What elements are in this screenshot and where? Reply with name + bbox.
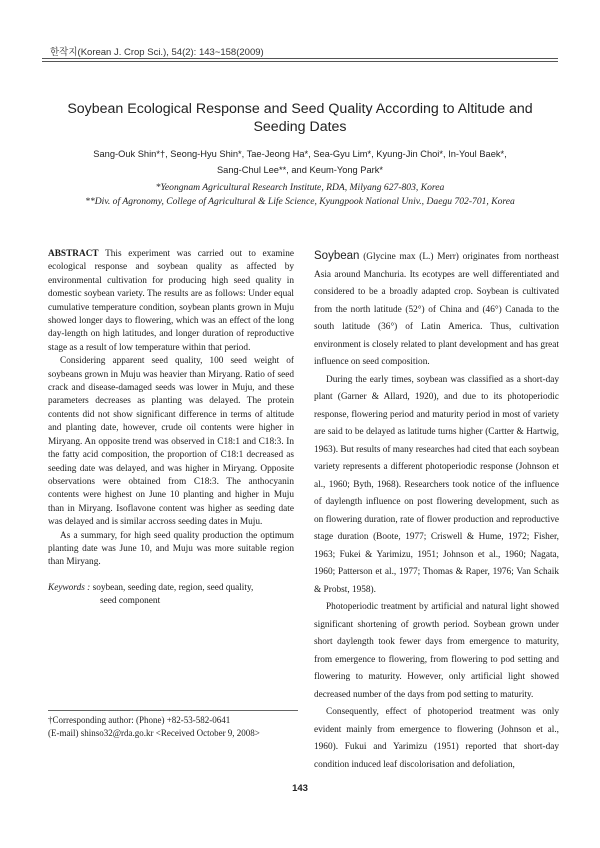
- page-number: 143: [292, 783, 308, 794]
- title-line-1: Soybean Ecological Response and Seed Quality According to Altitude and: [67, 101, 533, 117]
- affiliations: [40, 181, 560, 209]
- header-rule-bottom: [42, 61, 558, 62]
- intro-lead-word: Soybean: [314, 250, 360, 262]
- abstract-paragraph-2: Considering apparent seed quality, 100 seed weight of soybeans grown in Muju was heavier than Miryang. Ratio of seed crack and disease-damaged seeds was lower in Muju, and these parameters decreases as planting was delayed. The protein contents did not show significant difference in terms of altitude and planting date, however, crude oil contents were higher in Miryang. An opposite trend was observed in C18:1 and C18:3. In the fatty acid composition, the proportion of C18:1 decreased as seeding date was delayed, and was higher in Miryang. Opposite observations were obtained from C18:3. The anthocyanin contents were highest on June 10 planting and higher in Muju than in Miryang. Isoflavone content was higher as seeding date was delayed and is similar accross seeding dates in Muju.: [48, 356, 294, 528]
- keywords-label: Keywords :: [48, 582, 91, 593]
- footnote-line-2: (E-mail) shinso32@rda.go.kr <Received October 9, 2008>: [48, 728, 260, 738]
- abstract-text-1: This experiment was carried out to examine ecological response and soybean quality as affected by environmental cultivation for producing high seed quality in domestic soybean variety. The results are as follows: Under equal cumulative temperature condition, soybean plants grown in Muju showed longer days to flowering, which was an effect of the long day-length on high latitudes, and longer duration of reproductive stage as a result of low temperature within that period.: [48, 249, 295, 353]
- intro-paragraph-4: Consequently, effect of photoperiod treatment was only evident mainly from emergence to flowering (Johnson et al., 1960). Fukui and Yarimizu (1951) reported that short-day condition induced leaf discolorisation and defoliation,: [314, 707, 559, 770]
- authors-line-1: Sang-Ouk Shin*†, Seong-Hyu Shin*, Tae-Jeong Ha*, Sea-Gyu Lim*, Kyung-Jin Choi*, In-Youl Baek*,: [93, 149, 507, 159]
- affiliation-2: **Div. of Agronomy, College of Agricultural & Life Science, Kyungpook National Univ., Daegu 702-701, Korea: [85, 196, 515, 207]
- intro-paragraph-1: [314, 248, 559, 372]
- footnote-rule: [48, 710, 298, 711]
- keywords-line-2: seed component: [100, 596, 161, 607]
- author-list: [50, 146, 550, 178]
- keywords: [48, 582, 294, 609]
- intro-text-1: (Glycine max (L.) Merr) originates from northeast Asia around Manchuria. Its ecotypes are well differentiated and considered to be a broadly adapted crop. Soybean is cultivated from the north latitude (52°) of China and (46°) Canada to the south latitude (36°) of Latin America. Thus, cultivation environment is closely related to plant development and has great influence on seed composition.: [314, 252, 560, 367]
- intro-paragraph-3: Photoperiodic treatment by artificial and natural light showed significant shortening of growth period. Soybean grown under short daylength took fewer days from emergence to maturity, from emergence to flowering, from flowering to pod setting and flowering to maturity. However, only artificial light showed decreased number of the days from pod setting to maturity.: [314, 602, 559, 700]
- affiliation-1: *Yeongnam Agricultural Research Institute, RDA, Milyang 627-803, Korea: [155, 182, 445, 193]
- authors-line-2: Sang-Chul Lee**, and Keum-Yong Park*: [216, 165, 384, 175]
- abstract-paragraph-1: [48, 248, 294, 355]
- header-rule-top: [42, 58, 558, 59]
- abstract-column: [48, 248, 294, 609]
- introduction-column: [314, 248, 559, 774]
- abstract-paragraph-3: As a summary, for high seed quality production the optimum planting date was June 10, and Muju was more suitable region than Miryang.: [48, 530, 294, 568]
- keywords-line-1: soybean, seeding date, region, seed quality,: [92, 582, 254, 593]
- journal-citation: 한작지(Korean J. Crop Sci.), 54(2): 143~158(2009): [50, 47, 264, 58]
- paper-title: [60, 100, 540, 136]
- intro-paragraph-2: During the early times, soybean was classified as a short-day plant (Garner & Allard, 1920), and due to its photoperiodic response, flowering period and maturity period in most of variety are said to be delayed as latitude turns higher (Cartter & Hartwig, 1963). But results of many researches had cited that each soybean variety represents a different photoperiodic response (Johnson et al., 1960; Byth, 1968). Researchers took notice of the influence of daylength influence on post flowering development, such as on flowering duration, rate of flower production and reproductive stage duration (Boote, 1977; Criswell & Hume, 1972; Fisher, 1963; Fukei & Yarimizu, 1951; Johnson et al., 1960; Nagata, 1960; Patterson et al., 1977; Thomas & Raper, 1976; Van Schaik & Probst, 1958).: [314, 374, 559, 595]
- title-line-2: Seeding Dates: [253, 119, 347, 135]
- abstract-label: ABSTRACT: [48, 249, 99, 259]
- footnote-line-1: †Corresponding author: (Phone) +82-53-582-0641: [48, 715, 231, 725]
- corresponding-footnote: [48, 710, 298, 740]
